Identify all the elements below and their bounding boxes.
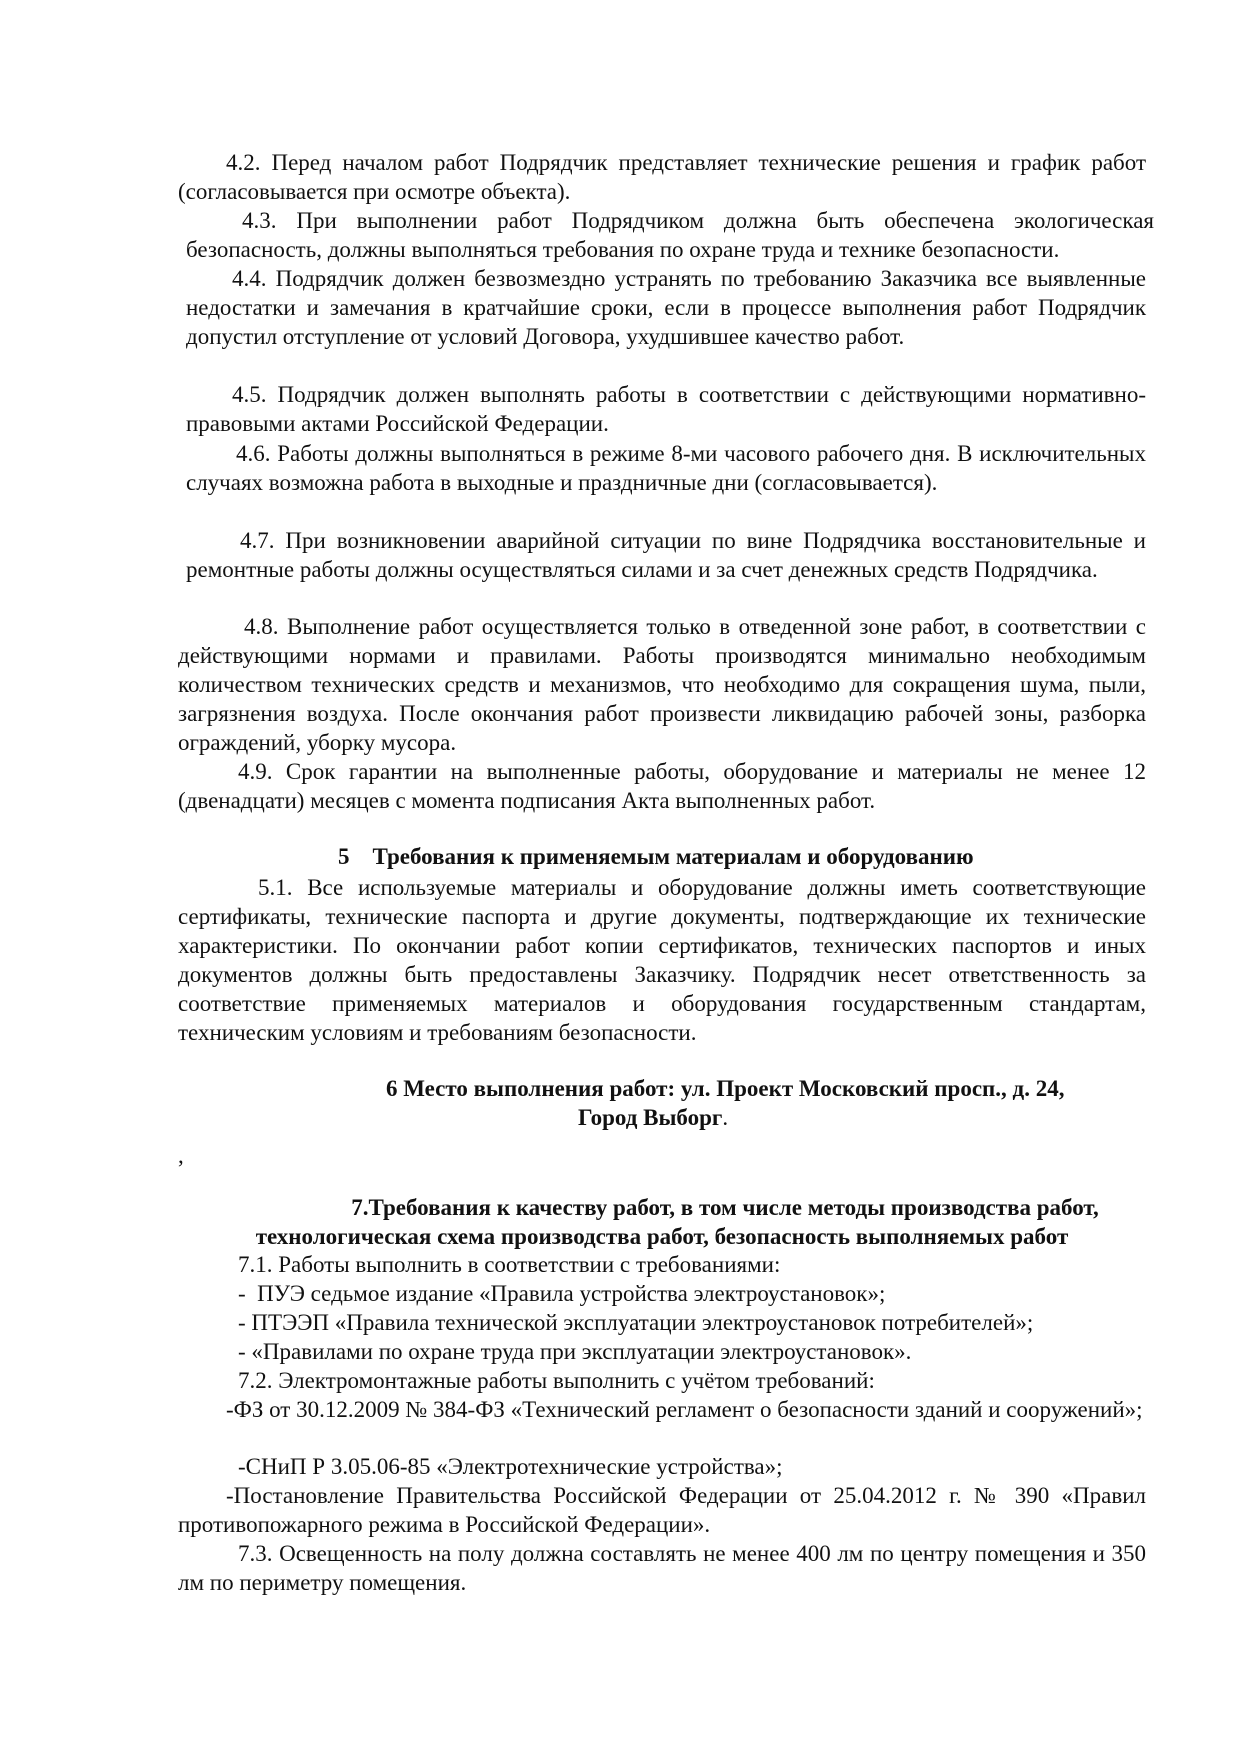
requirement-snip: -СНиП Р 3.05.06-85 «Электротехнические устройства»; [238, 1454, 783, 1479]
section-6-heading: 6 Место выполнения работ: ул. Проект Московский просп., д. 24, [386, 1076, 1065, 1101]
clause-4-6: 4.6. Работы должны выполняться в режиме 8-ми часового рабочего дня. В исключительных случаях возможна работа в выходные и праздничные дни (согласовывается). [186, 441, 1146, 495]
clause-7-3: 7.3. Освещенность на полу должна составлять не менее 400 лм по центру помещения и 350 лм по периметру помещения. [178, 1541, 1146, 1595]
clause-4-4: 4.4. Подрядчик должен безвозмездно устранять по требованию Заказчика все выявленные недостатки и замечания в кратчайшие сроки, если в процессе выполнения работ Подрядчик допустил отступление от условий Договора, ухудшившее качество работ. [186, 266, 1146, 349]
requirement-pue: - ПУЭ седьмое издание «Правила устройства электроустановок»; [238, 1281, 886, 1306]
city-period: . [722, 1105, 729, 1130]
clause-4-5: 4.5. Подрядчик должен выполнять работы в соответствии с действующими нормативно-правовыми актами Российской Федерации. [186, 382, 1146, 436]
requirement-pteep: - ПТЭЭП «Правила технической эксплуатации электроустановок потребителей»; [238, 1310, 1034, 1335]
section-5-heading: 5 Требования к применяемым материалам и оборудованию [338, 844, 974, 869]
section-7-heading-line-1: 7.Требования к качеству работ, в том числе методы производства работ, [351, 1195, 1099, 1220]
clause-4-9: 4.9. Срок гарантии на выполненные работы, оборудование и материалы не менее 12 (двенадцати) месяцев с момента подписания Акта выполненных работ. [178, 759, 1146, 813]
clause-4-7: 4.7. При возникновении аварийной ситуации по вине Подрядчика восстановительные и ремонтные работы должны осуществляться силами и за счет денежных средств Подрядчика. [186, 528, 1146, 582]
clause-7-1: 7.1. Работы выполнить в соответствии с требованиями: [238, 1252, 781, 1277]
requirement-fz-384: -ФЗ от 30.12.2009 № 384-ФЗ «Технический регламент о безопасности зданий и сооружений»; [226, 1397, 1143, 1422]
section-6-city [578, 1103, 978, 1132]
clause-4-3: 4.3. При выполнении работ Подрядчиком должна быть обеспечена экологическая безопасность, должны выполняться требования по охране труда и технике безопасности. [186, 208, 1154, 262]
section-7-heading-line-2: технологическая схема производства работ, безопасность выполняемых работ [255, 1224, 1069, 1249]
stray-comma: , [178, 1143, 184, 1168]
clause-5-1: 5.1. Все используемые материалы и оборудование должны иметь соответствующие сертификаты, технические паспорта и другие документы, подтверждающие их технические характеристики. По окончании работ копии сертификатов, технических паспортов и иных документов должны быть предоставлены Заказчику. Подрядчик несет ответственность за соответствие применяемых материалов и оборудования государственным стандартам, техническим условиям и требованиям безопасности. [178, 875, 1146, 1045]
city-name: Город Выборг [578, 1105, 723, 1130]
requirement-labor-safety: - «Правилами по охране труда при эксплуатации электроустановок». [238, 1339, 912, 1364]
clause-4-8: 4.8. Выполнение работ осуществляется только в отведенной зоне работ, в соответствии с действующими нормами и правилами. Работы производятся минимально необходимым количеством технических средств и механизмов, что необходимо для сокращения шума, пыли, загрязнения воздуха. После окончания работ произвести ликвидацию рабочей зоны, разборка ограждений, уборку мусора. [178, 614, 1146, 755]
requirement-decree-390: -Постановление Правительства Российской Федерации от 25.04.2012 г. № 390 «Правил противопожарного режима в Российской Федерации». [178, 1483, 1146, 1537]
clause-4-2: 4.2. Перед началом работ Подрядчик представляет технические решения и график работ (согласовывается при осмотре объекта). [178, 150, 1146, 204]
clause-7-2: 7.2. Электромонтажные работы выполнить с учётом требований: [238, 1368, 875, 1393]
